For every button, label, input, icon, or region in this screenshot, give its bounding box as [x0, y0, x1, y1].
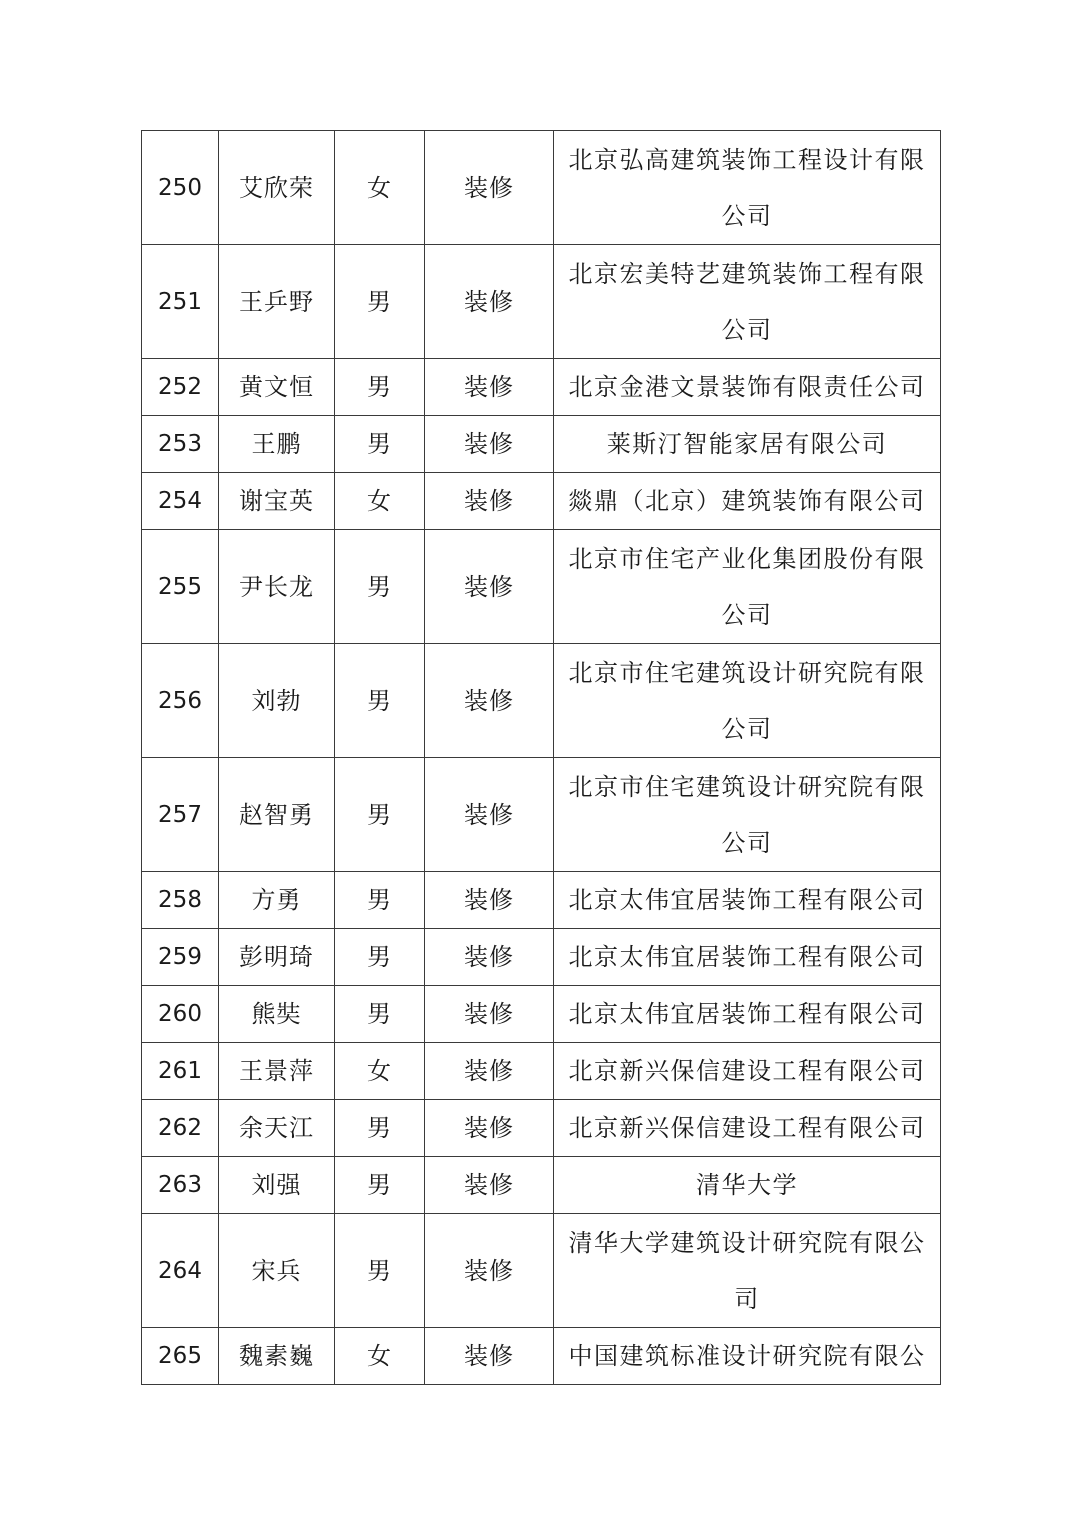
category-cell: 装修: [425, 644, 554, 758]
company-name-cell: 北京市住宅建筑设计研究院有限公司: [554, 644, 941, 758]
category-cell: 装修: [425, 530, 554, 644]
company-name-cell: 北京新兴保信建设工程有限公司: [554, 1100, 941, 1157]
person-name-cell: 尹长龙: [219, 530, 335, 644]
company-name-cell: 北京市住宅产业化集团股份有限公司: [554, 530, 941, 644]
roster-table: [141, 130, 941, 1385]
row-number-cell: 255: [142, 530, 219, 644]
row-number-cell: 253: [142, 416, 219, 473]
row-number-cell: 254: [142, 473, 219, 530]
company-name-cell: 中国建筑标准设计研究院有限公: [554, 1328, 941, 1385]
person-name-cell: 赵智勇: [219, 758, 335, 872]
company-name-cell: 北京太伟宜居装饰工程有限公司: [554, 872, 941, 929]
row-number-cell: 263: [142, 1157, 219, 1214]
person-name-cell: 刘勃: [219, 644, 335, 758]
category-cell: 装修: [425, 1328, 554, 1385]
table-row: [142, 758, 941, 872]
category-cell: 装修: [425, 1157, 554, 1214]
person-name-cell: 宋兵: [219, 1214, 335, 1328]
category-cell: 装修: [425, 1043, 554, 1100]
company-name-cell: 燚鼎（北京）建筑装饰有限公司: [554, 473, 941, 530]
category-cell: 装修: [425, 245, 554, 359]
table-row: [142, 359, 941, 416]
category-cell: 装修: [425, 758, 554, 872]
gender-cell: 男: [335, 986, 425, 1043]
row-number-cell: 251: [142, 245, 219, 359]
roster-body: [142, 131, 941, 1385]
person-name-cell: 方勇: [219, 872, 335, 929]
person-name-cell: 王景萍: [219, 1043, 335, 1100]
table-row: [142, 131, 941, 245]
row-number-cell: 264: [142, 1214, 219, 1328]
gender-cell: 男: [335, 245, 425, 359]
person-name-cell: 魏素巍: [219, 1328, 335, 1385]
gender-cell: 男: [335, 530, 425, 644]
table-row: [142, 929, 941, 986]
company-name-cell: 北京金港文景装饰有限责任公司: [554, 359, 941, 416]
row-number-cell: 261: [142, 1043, 219, 1100]
row-number-cell: 258: [142, 872, 219, 929]
category-cell: 装修: [425, 416, 554, 473]
company-name-cell: 清华大学建筑设计研究院有限公司: [554, 1214, 941, 1328]
table-row: [142, 1214, 941, 1328]
category-cell: 装修: [425, 131, 554, 245]
table-row: [142, 644, 941, 758]
company-name-cell: 北京太伟宜居装饰工程有限公司: [554, 929, 941, 986]
company-name-cell: 北京太伟宜居装饰工程有限公司: [554, 986, 941, 1043]
company-name-cell: 北京市住宅建筑设计研究院有限公司: [554, 758, 941, 872]
person-name-cell: 王鹏: [219, 416, 335, 473]
company-name-cell: 北京弘高建筑装饰工程设计有限公司: [554, 131, 941, 245]
person-name-cell: 余天江: [219, 1100, 335, 1157]
table-row: [142, 1328, 941, 1385]
person-name-cell: 艾欣荣: [219, 131, 335, 245]
company-name-cell: 北京新兴保信建设工程有限公司: [554, 1043, 941, 1100]
person-name-cell: 谢宝英: [219, 473, 335, 530]
row-number-cell: 257: [142, 758, 219, 872]
table-row: [142, 986, 941, 1043]
company-name-cell: 北京宏美特艺建筑装饰工程有限公司: [554, 245, 941, 359]
row-number-cell: 265: [142, 1328, 219, 1385]
category-cell: 装修: [425, 929, 554, 986]
person-name-cell: 熊奘: [219, 986, 335, 1043]
table-row: [142, 245, 941, 359]
row-number-cell: 260: [142, 986, 219, 1043]
row-number-cell: 262: [142, 1100, 219, 1157]
gender-cell: 男: [335, 1100, 425, 1157]
gender-cell: 男: [335, 359, 425, 416]
gender-cell: 男: [335, 644, 425, 758]
category-cell: 装修: [425, 1100, 554, 1157]
category-cell: 装修: [425, 1214, 554, 1328]
table-row: [142, 872, 941, 929]
table-row: [142, 416, 941, 473]
gender-cell: 男: [335, 872, 425, 929]
category-cell: 装修: [425, 359, 554, 416]
gender-cell: 男: [335, 416, 425, 473]
person-name-cell: 王乒野: [219, 245, 335, 359]
person-name-cell: 刘强: [219, 1157, 335, 1214]
row-number-cell: 256: [142, 644, 219, 758]
table-row: [142, 1157, 941, 1214]
table-row: [142, 530, 941, 644]
gender-cell: 男: [335, 929, 425, 986]
gender-cell: 男: [335, 1157, 425, 1214]
table-row: [142, 1100, 941, 1157]
person-name-cell: 彭明琦: [219, 929, 335, 986]
gender-cell: 女: [335, 131, 425, 245]
person-name-cell: 黄文恒: [219, 359, 335, 416]
row-number-cell: 250: [142, 131, 219, 245]
company-name-cell: 莱斯汀智能家居有限公司: [554, 416, 941, 473]
category-cell: 装修: [425, 872, 554, 929]
category-cell: 装修: [425, 473, 554, 530]
gender-cell: 女: [335, 473, 425, 530]
gender-cell: 男: [335, 758, 425, 872]
category-cell: 装修: [425, 986, 554, 1043]
table-row: [142, 473, 941, 530]
table-row: [142, 1043, 941, 1100]
gender-cell: 男: [335, 1214, 425, 1328]
gender-cell: 女: [335, 1043, 425, 1100]
gender-cell: 女: [335, 1328, 425, 1385]
company-name-cell: 清华大学: [554, 1157, 941, 1214]
row-number-cell: 259: [142, 929, 219, 986]
row-number-cell: 252: [142, 359, 219, 416]
